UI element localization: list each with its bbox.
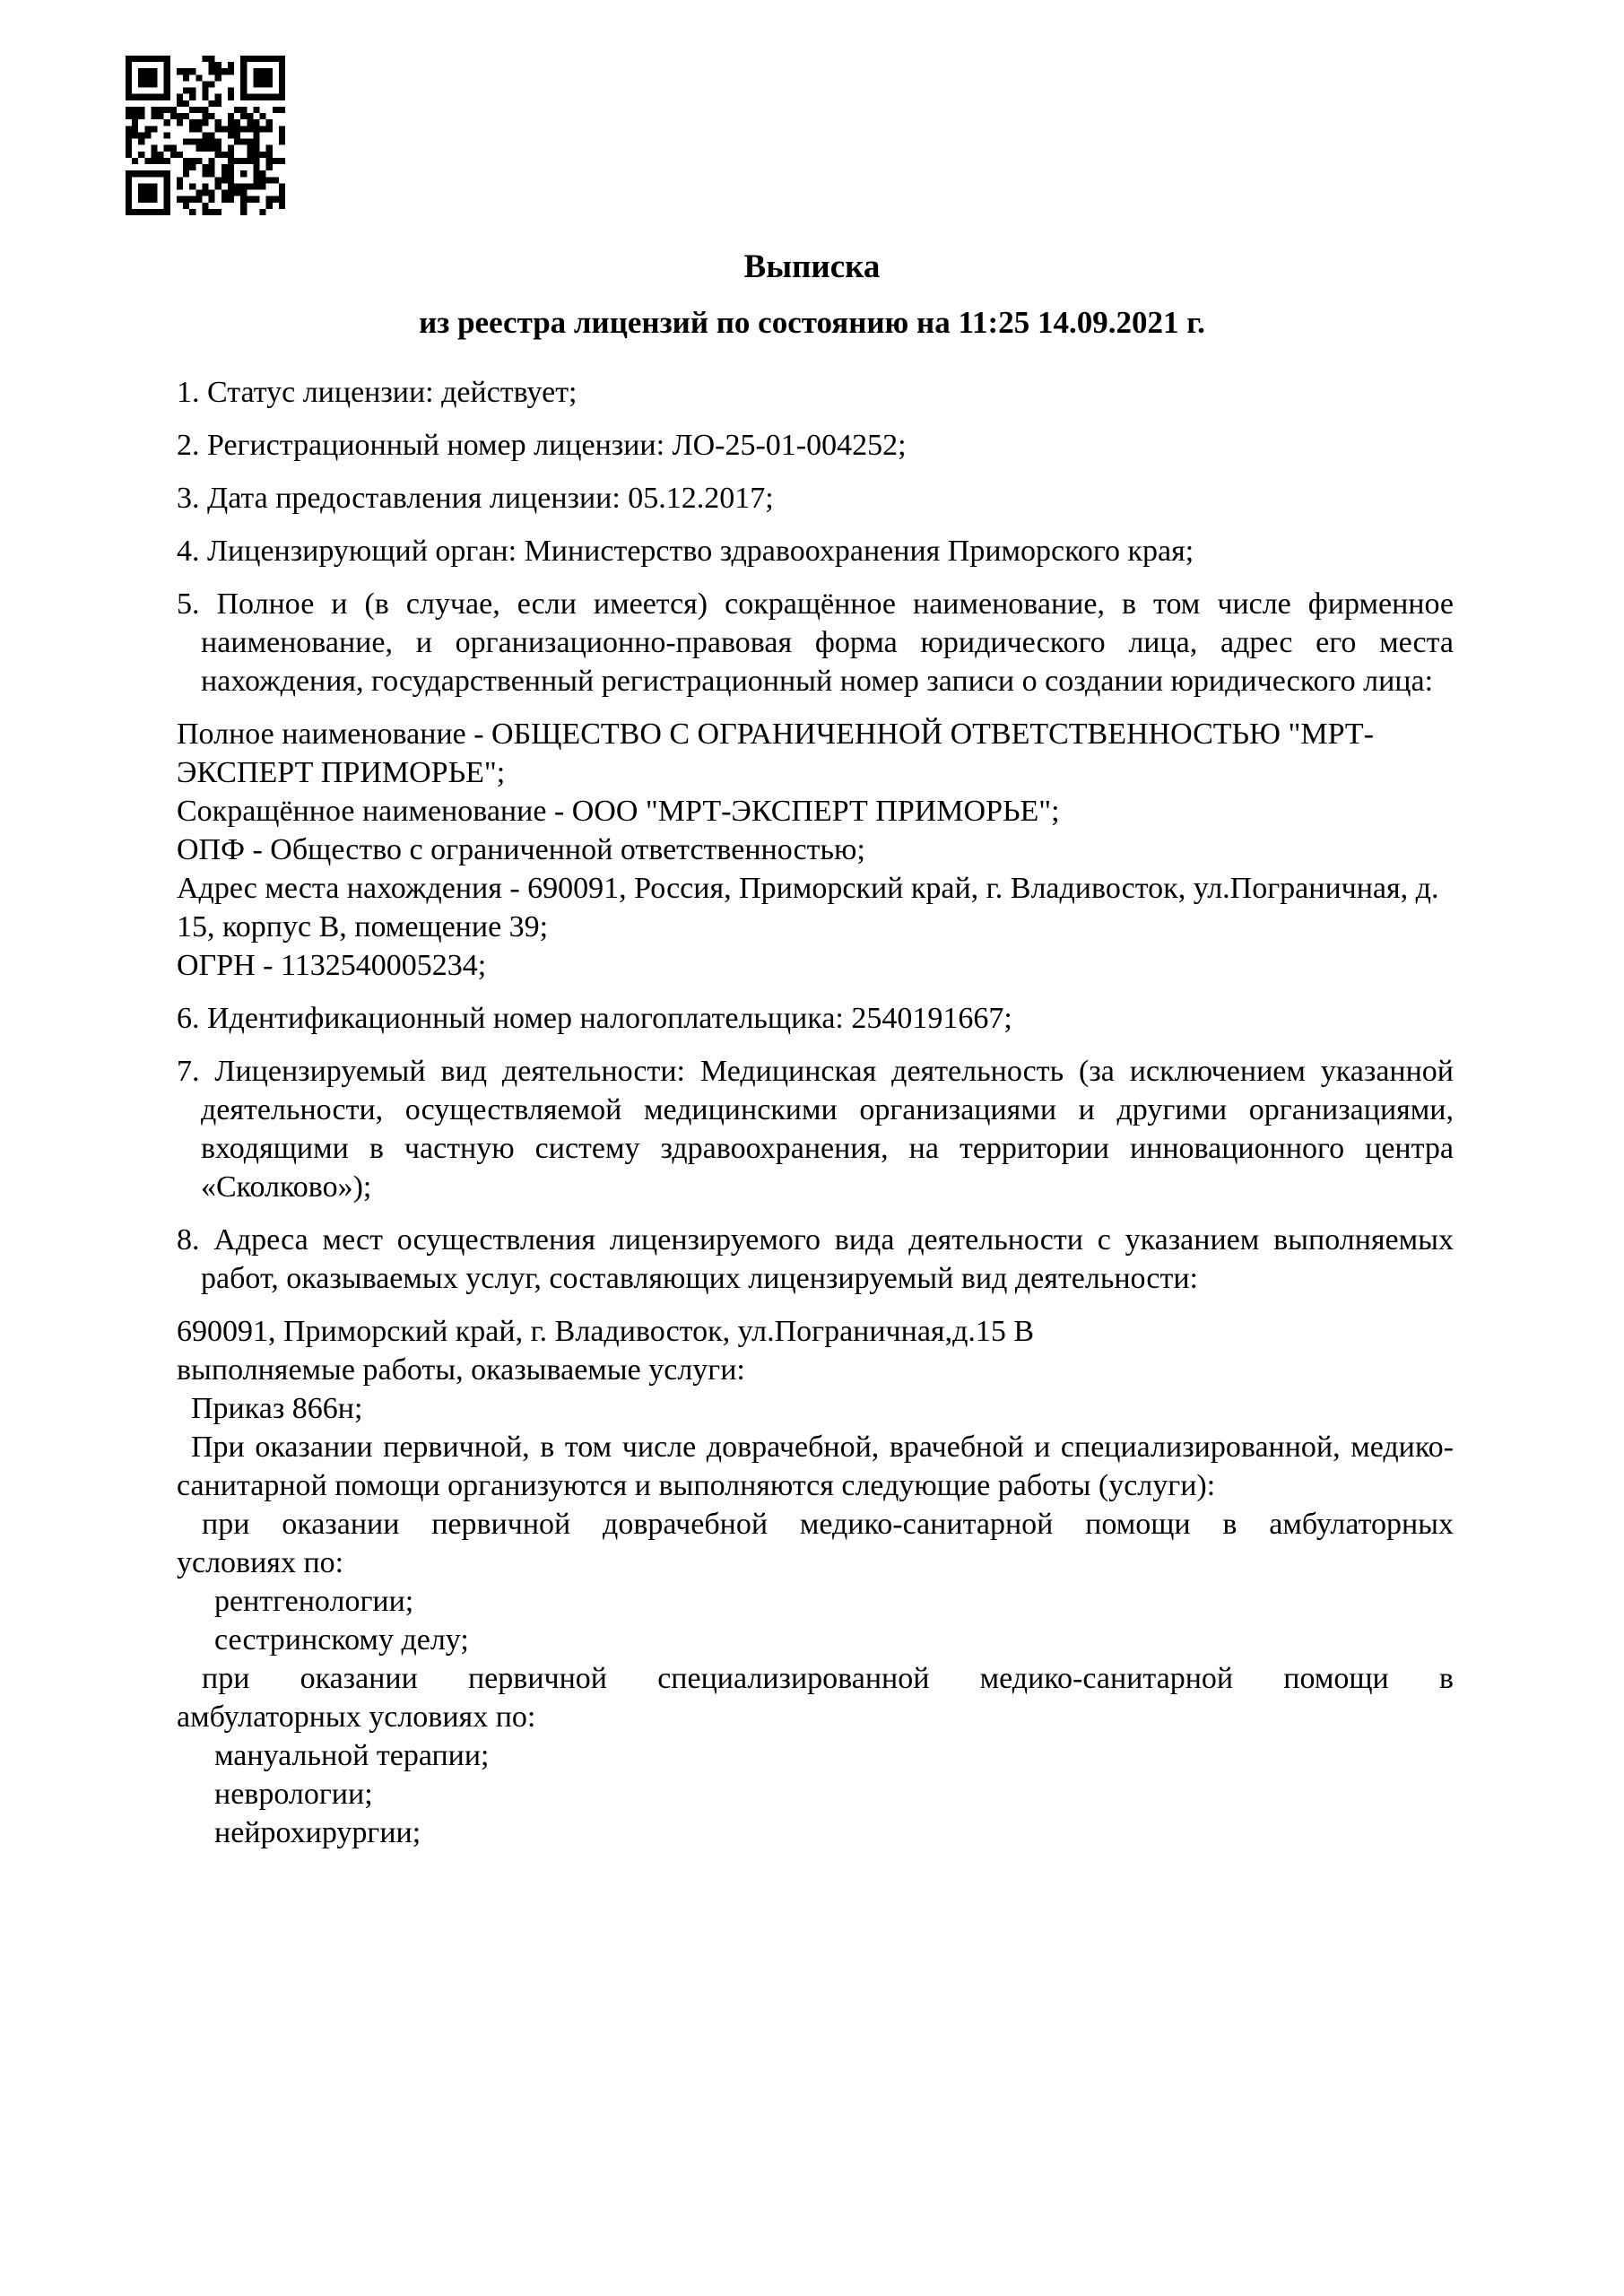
service-neurosurgery: нейрохирургии;: [214, 1816, 421, 1849]
pre-medical-care-line1: при оказании первичной доврачебной медико-санитарной помощи в амбулаторных: [202, 1508, 1454, 1541]
service-neurology: неврологии;: [214, 1778, 373, 1811]
org-ogrn: ОГРН - 1132540005234;: [177, 949, 487, 982]
specialized-care-line1: при оказании первичной специализированной медико-санитарной помощи в: [202, 1662, 1454, 1695]
org-full-name: Полное наименование - ОБЩЕСТВО С ОГРАНИЧЕННОЙ ОТВЕТСТВЕННОСТЬЮ "МРТ-ЭКСПЕРТ ПРИМОРЬЕ";: [177, 718, 1375, 789]
service-manual-therapy: мануальной терапии;: [214, 1739, 490, 1772]
license-date: 3. Дата предоставления лицензии: 05.12.2017;: [177, 482, 774, 515]
document-body: [0, 373, 1624, 1852]
org-short-name: Сокращённое наименование - ООО "МРТ-ЭКСПЕРТ ПРИМОРЬЕ";: [177, 795, 1060, 828]
works-services-heading: выполняемые работы, оказываемые услуги:: [177, 1353, 745, 1387]
service-nursing: сестринскому делу;: [214, 1623, 469, 1657]
activity-address: 690091, Приморский край, г. Владивосток, ул.Пограничная,д.15 В: [177, 1315, 1035, 1348]
document-title: Выписка: [743, 248, 881, 285]
license-number: 2. Регистрационный номер лицензии: ЛО-25-01-004252;: [177, 429, 907, 462]
service-radiology: рентгенологии;: [214, 1585, 414, 1618]
specialized-care-line2: амбулаторных условиях по:: [177, 1700, 536, 1734]
licensed-activity: 7. Лицензируемый вид деятельности: Медицинская деятельность (за исключением указанной деятельности, осуществляемой медицинскими организациями и другими организациями, входящими в частную систему здравоохранения, на территории инновационного центра «Сколково»);: [177, 1055, 1454, 1204]
org-address: Адрес места нахождения - 690091, Россия, Приморский край, г. Владивосток, ул.Пограничная, д. 15, корпус В, помещение 39;: [177, 872, 1439, 944]
licensing-authority: 4. Лицензирующий орган: Министерство здравоохранения Приморского края;: [177, 535, 1194, 568]
qr-code: [126, 56, 285, 215]
org-inn: 6. Идентификационный номер налогоплательщика: 2540191667;: [177, 1002, 1012, 1035]
org-legal-form: ОПФ - Общество с ограниченной ответственностью;: [177, 833, 865, 866]
org-info-heading: 5. Полное и (в случае, если имеется) сокращённое наименование, в том числе фирменное наименование, и организационно-правовая форма юридического лица, адрес его места нахождения, государственный регистрационный номер записи о создании юридического лица:: [177, 587, 1454, 698]
license-status: 1. Статус лицензии: действует;: [177, 376, 578, 409]
qr-code-image: [126, 56, 285, 215]
primary-care-intro: При оказании первичной, в том числе доврачебной, врачебной и специализированной, медико-санитарной помощи организуются и выполняются следующие работы (услуги):: [177, 1431, 1454, 1502]
document-subtitle: из реестра лицензий по состоянию на 11:25 14.09.2021 г.: [419, 305, 1205, 340]
activity-addresses-heading: 8. Адреса мест осуществления лицензируемого вида деятельности с указанием выполняемых работ, оказываемых услуг, составляющих лицензируемый вид деятельности:: [177, 1223, 1454, 1295]
pre-medical-care-line2: условиях по:: [177, 1546, 344, 1579]
order-866n: Приказ 866н;: [191, 1392, 363, 1425]
